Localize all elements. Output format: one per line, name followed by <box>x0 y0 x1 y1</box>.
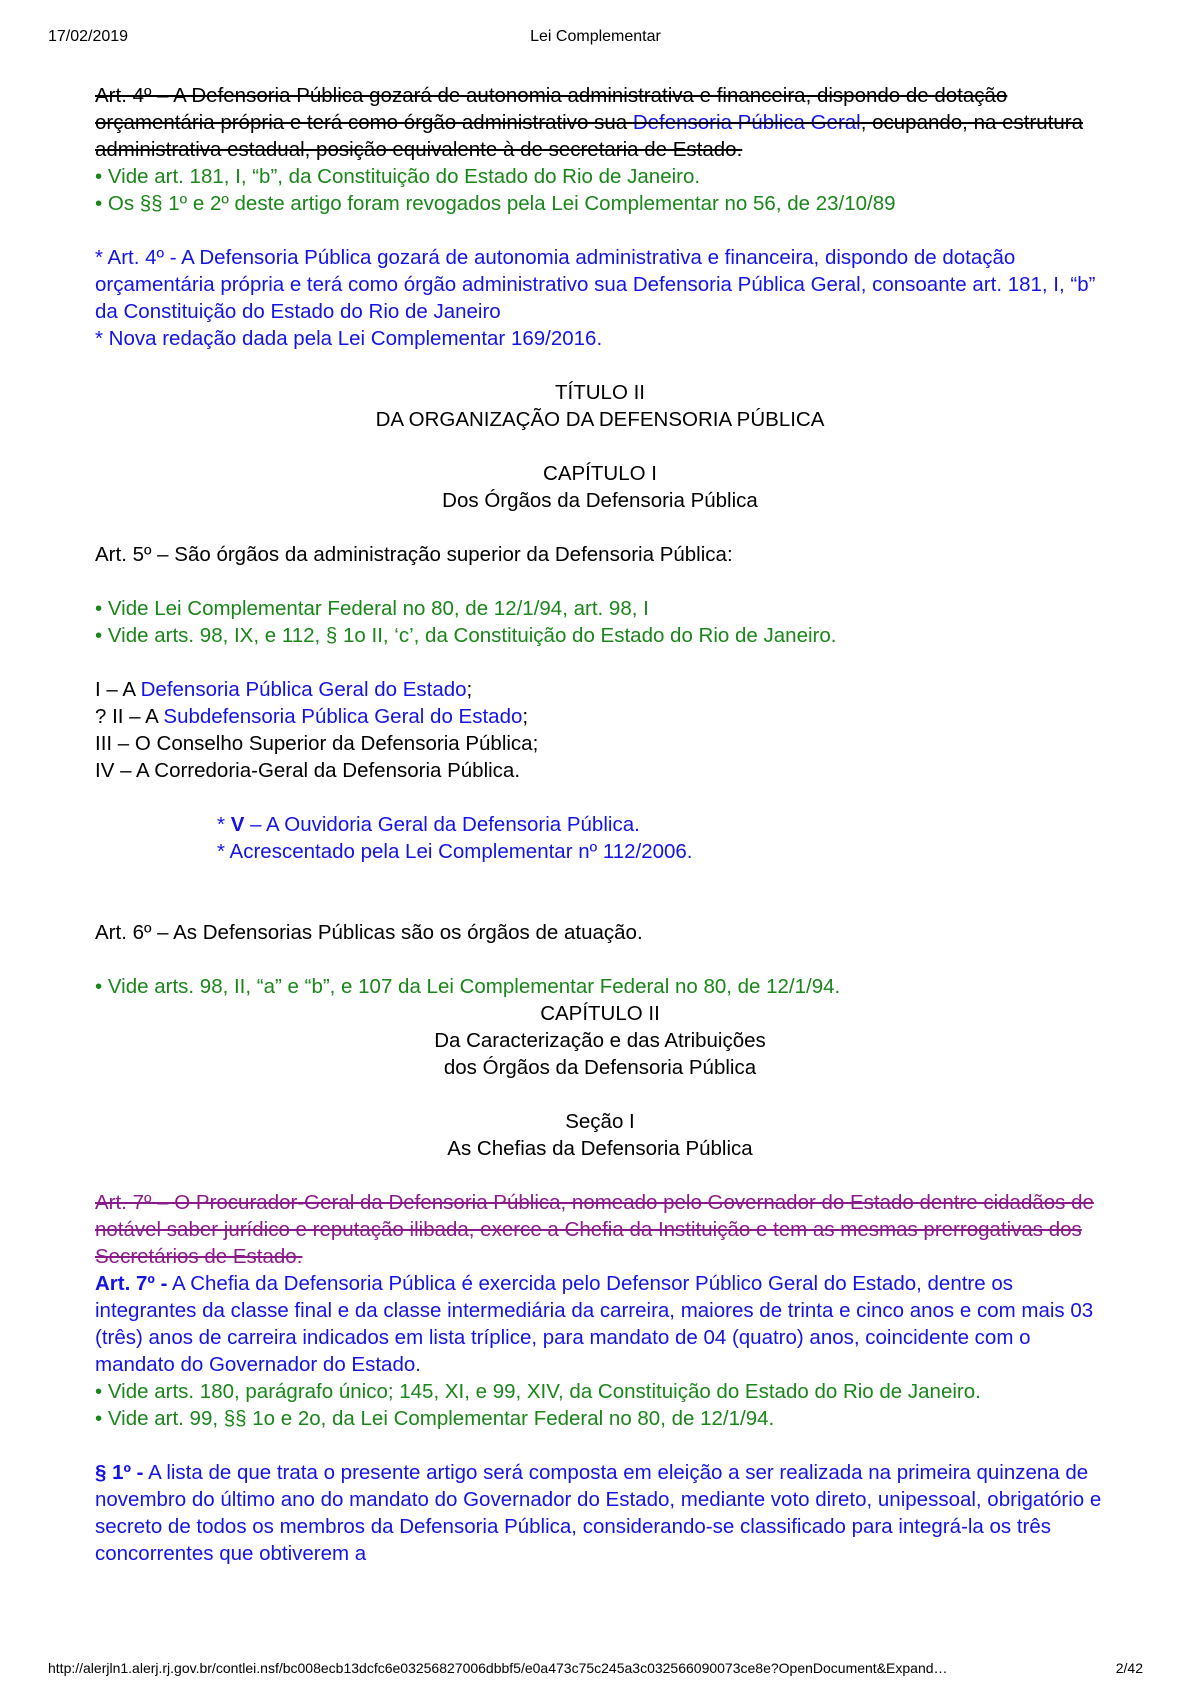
secao1-line2: As Chefias da Defensoria Pública <box>447 1137 753 1160</box>
document-body <box>95 82 1105 1567</box>
link-defensoria-geral[interactable]: Defensoria Pública Geral do Estado <box>140 678 467 701</box>
cap1-line1: CAPÍTULO I <box>543 462 657 485</box>
art7-label: Art. 7º - <box>95 1272 168 1295</box>
titulo-line2: DA ORGANIZAÇÃO DA DEFENSORIA PÚBLICA <box>375 408 825 431</box>
art4-new-note: * Nova redação dada pela Lei Complementar 169/2016. <box>95 327 603 350</box>
added-star: * <box>217 813 231 836</box>
par1-text: A lista de que trata o presente artigo será composta em eleição a ser realizada na primeira quinzena de novembro do último ano do mandato do Governador do Estado, mediante voto direto, unipessoal, obrigatório e secreto de todos os membros da Defensoria Pública, considerando-se classificado para integrá-la os três concorrentes que obtiverem a <box>95 1461 1102 1565</box>
par1-label: § 1º - <box>95 1461 144 1484</box>
art5-item-1 <box>95 676 1105 703</box>
art5-note-1: • Vide Lei Complementar Federal no 80, de 12/1/94, art. 98, I <box>95 597 649 620</box>
art5-note-2: • Vide arts. 98, IX, e 112, § 1o II, ‘c’, da Constituição do Estado do Rio de Janeiro. <box>95 624 837 647</box>
added-numeral: V <box>230 813 245 836</box>
item-suffix: ; <box>522 705 529 728</box>
art5-item-4: IV – A Corredoria-Geral da Defensoria Pública. <box>95 759 521 782</box>
item-prefix: ? II – A <box>95 705 164 728</box>
art7-note-2: • Vide art. 99, §§ 1o e 2o, da Lei Complementar Federal no 80, de 12/1/94. <box>95 1407 775 1430</box>
secao1-line1: Seção I <box>565 1110 635 1133</box>
art5-added-note: * Acrescentado pela Lei Complementar nº 112/2006. <box>217 840 693 863</box>
art4-old-text-before: Art. 4º – A Defensoria Pública gozará de autonomia administrativa e financeira, dispondo de dotação orçamentária própria e terá como órgão administrativo sua <box>95 84 1008 134</box>
art5-item-5-added <box>95 811 1105 838</box>
art4-note-1: • Vide art. 181, I, “b”, da Constituição do Estado do Rio de Janeiro. <box>95 165 701 188</box>
art7-note-1: • Vide arts. 180, parágrafo único; 145, XI, e 99, XIV, da Constituição do Estado do Rio de Janeiro. <box>95 1380 981 1403</box>
titulo-line1: TÍTULO II <box>555 381 645 404</box>
added-text: – A Ouvidoria Geral da Defensoria Pública. <box>244 813 640 836</box>
art7-text: A Chefia da Defensoria Pública é exercida pelo Defensor Público Geral do Estado, dentre os integrantes da classe final e da classe intermediária da carreira, maiores de trinta e cinco anos e com mais 03 (três) anos de carreira indicados em lista tríplice, para mandato de 04 (quatro) anos, coincidente com o mandato do Governador do Estado. <box>95 1272 1094 1376</box>
art4-old-text-after: , ocupando, na estrutura administrativa estadual, posição equivalente à de secretaria de Estado. <box>95 111 1083 161</box>
source-url[interactable]: http://alerjln1.alerj.rj.gov.br/contlei.nsf/bc008ecb13dcfc6e03256827006dbbf5/e0a473c75c245a3c032566090073ce8e?OpenDocument&Expand… <box>48 1660 948 1676</box>
art5-item-3: III – O Conselho Superior da Defensoria Pública; <box>95 732 539 755</box>
art5-text: Art. 5º – São órgãos da administração superior da Defensoria Pública: <box>95 543 733 566</box>
art4-note-2: • Os §§ 1º e 2º deste artigo foram revogados pela Lei Complementar no 56, de 23/10/89 <box>95 192 896 215</box>
cap2-line2: Da Caracterização e das Atribuições <box>434 1029 766 1052</box>
cap2-line1: CAPÍTULO II <box>540 1002 660 1025</box>
item-prefix: I – A <box>95 678 141 701</box>
link-subdefensoria-geral[interactable]: Subdefensoria Pública Geral do Estado <box>163 705 523 728</box>
art4-new: * Art. 4º - A Defensoria Pública gozará de autonomia administrativa e financeira, dispondo de dotação orçamentária própria e terá como órgão administrativo sua Defensoria Pública Geral, consoante art. 181, I, “b” da Constituição do Estado do Rio de Janeiro <box>95 246 1096 323</box>
print-date: 17/02/2019 <box>48 28 129 45</box>
page-number: 2/42 <box>1115 1660 1143 1676</box>
art4-old-link[interactable]: Defensoria Pública Geral <box>632 111 861 134</box>
par1 <box>95 1459 1105 1567</box>
art4-old <box>95 82 1105 163</box>
item-suffix: ; <box>466 678 473 701</box>
cap2-line3: dos Órgãos da Defensoria Pública <box>443 1056 757 1079</box>
art6-text: Art. 6º – As Defensorias Públicas são os órgãos de atuação. <box>95 921 643 944</box>
cap1-line2: Dos Órgãos da Defensoria Pública <box>442 489 758 512</box>
art7-old: Art. 7º – O Procurador-Geral da Defensoria Pública, nomeado pelo Governador do Estado dentre cidadãos de notável saber jurídico e reputação ilibada, exerce a Chefia da Instituição e tem as mesmas prerrogativas dos Secretários de Estado. <box>95 1191 1094 1268</box>
page-title: Lei Complementar <box>530 28 661 45</box>
art6-note: • Vide arts. 98, II, “a” e “b”, e 107 da Lei Complementar Federal no 80, de 12/1/94. <box>95 975 841 998</box>
art7-new <box>95 1270 1105 1378</box>
art5-item-2 <box>95 703 1105 730</box>
